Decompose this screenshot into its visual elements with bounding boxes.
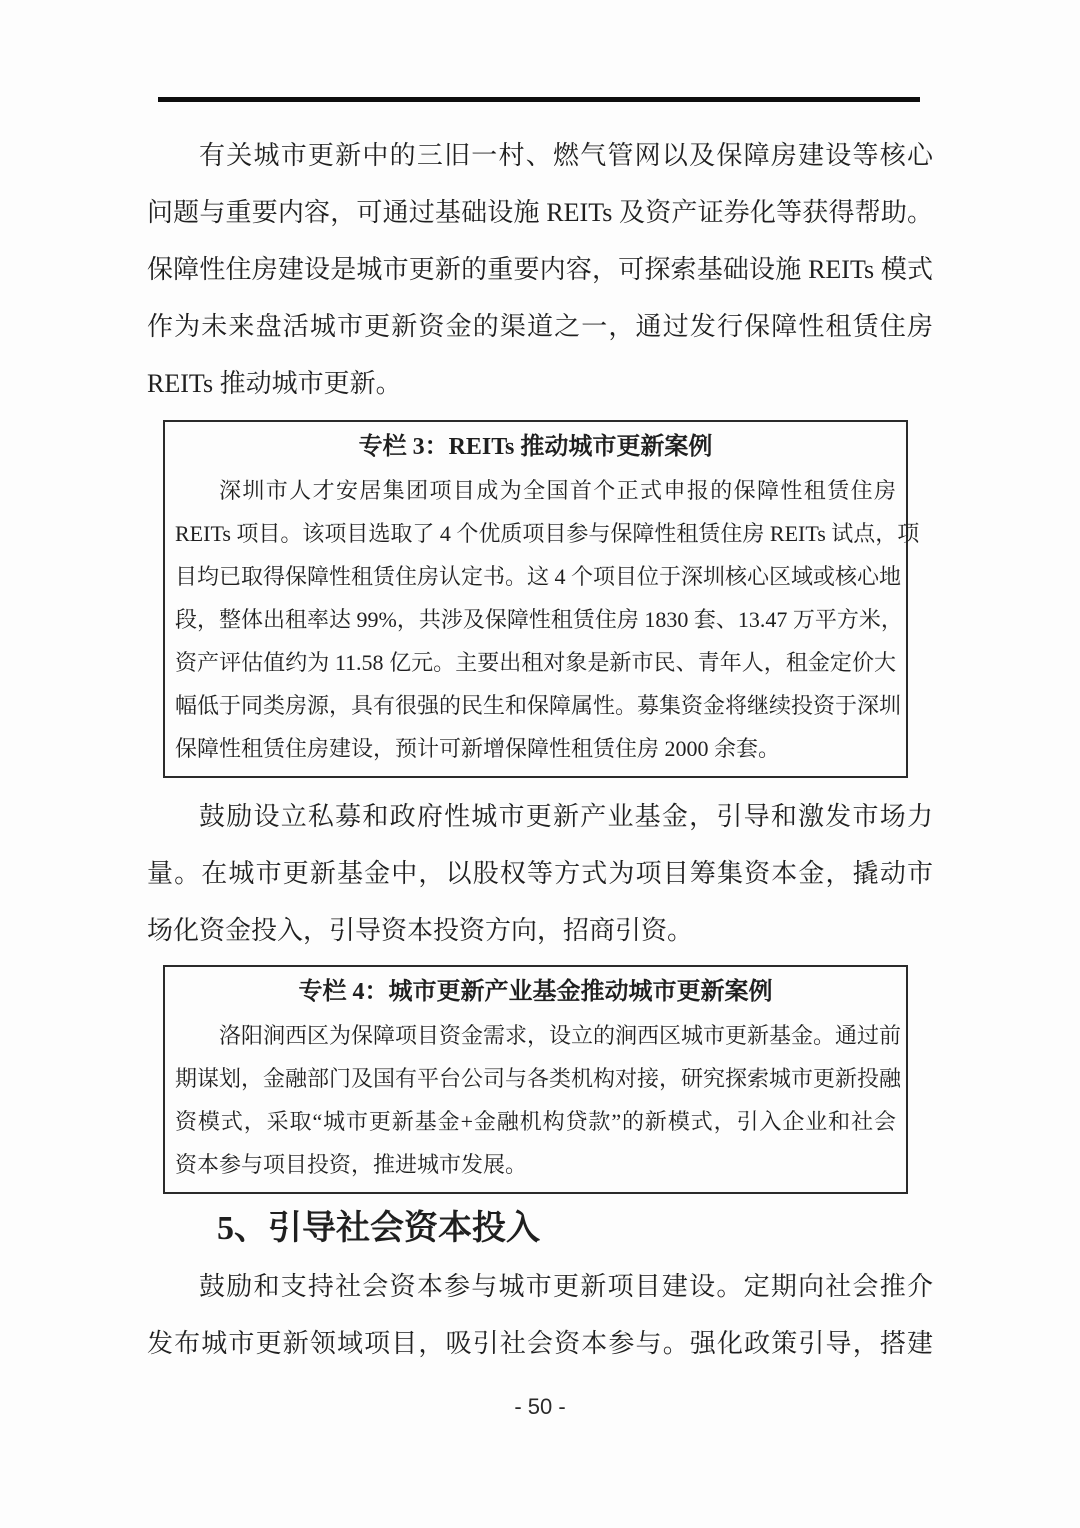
callout-box-title: 专栏 3：REITs 推动城市更新案例 bbox=[358, 434, 713, 460]
callout-line: 段，整体出租率达 99%，共涉及保障性租赁住房 1830 套、13.47 万平方米， bbox=[175, 607, 903, 632]
paragraph-line: 场化资金投入，引导资本投资方向，招商引资。 bbox=[147, 916, 694, 945]
paragraph-line: 量。在城市更新基金中，以股权等方式为项目筹集资本金，撬动市 bbox=[147, 859, 933, 888]
page-content bbox=[147, 127, 933, 1372]
paragraph-line: 保障性住房建设是城市更新的重要内容，可探索基础设施 REITs 模式 bbox=[147, 255, 933, 284]
callout-line: 深圳市人才安居集团项目成为全国首个正式申报的保障性租赁住房 bbox=[219, 478, 896, 503]
callout-line: REITs 项目。该项目选取了 4 个优质项目参与保障性租赁住房 REITs 试点，项 bbox=[175, 521, 920, 546]
section-heading-social-capital: 5、引导社会资本投入 bbox=[217, 1210, 540, 1247]
paragraph-line: 有关城市更新中的三旧一村、燃气管网以及保障房建设等核心 bbox=[199, 141, 933, 170]
callout-line: 期谋划，金融部门及国有平台公司与各类机构对接，研究探索城市更新投融 bbox=[175, 1066, 902, 1091]
paragraph-line: 鼓励和支持社会资本参与城市更新项目建设。定期向社会推介 bbox=[199, 1272, 933, 1301]
page-number: - 50 - bbox=[514, 1394, 566, 1419]
callout-box-fund-case bbox=[163, 965, 908, 1194]
callout-line: 目均已取得保障性租赁住房认定书。这 4 个项目位于深圳核心区域或核心地 bbox=[175, 564, 902, 589]
callout-box-reits-case bbox=[163, 420, 920, 778]
callout-line: 资本参与项目投资，推进城市发展。 bbox=[175, 1152, 528, 1177]
paragraph-line: 问题与重要内容，可通过基础设施 REITs 及资产证券化等获得帮助。 bbox=[147, 198, 933, 227]
callout-line: 保障性租赁住房建设，预计可新增保障性租赁住房 2000 余套。 bbox=[175, 736, 781, 761]
paragraph-line: 作为未来盘活城市更新资金的渠道之一，通过发行保障性租赁住房 bbox=[147, 312, 933, 341]
paragraph-line: 鼓励设立私募和政府性城市更新产业基金，引导和激发市场力 bbox=[199, 802, 933, 831]
paragraph-industry-fund bbox=[147, 788, 933, 959]
callout-box-title: 专栏 4：城市更新产业基金推动城市更新案例 bbox=[298, 979, 773, 1005]
callout-line: 资模式，采取“城市更新基金+金融机构贷款”的新模式，引入企业和社会 bbox=[175, 1109, 896, 1134]
callout-line: 资产评估值约为 11.58 亿元。主要出租对象是新市民、青年人，租金定价大 bbox=[175, 650, 896, 675]
callout-line: 幅低于同类房源，具有很强的民生和保障属性。募集资金将继续投资于深圳 bbox=[175, 693, 902, 718]
paragraph-line: 发布城市更新领域项目，吸引社会资本参与。强化政策引导，搭建 bbox=[147, 1329, 933, 1358]
header-rule bbox=[158, 97, 920, 102]
callout-line: 洛阳涧西区为保障项目资金需求，设立的涧西区城市更新基金。通过前 bbox=[219, 1023, 902, 1048]
paragraph-reits-intro bbox=[147, 127, 933, 412]
paragraph-line: REITs 推动城市更新。 bbox=[147, 369, 402, 398]
paragraph-social-capital bbox=[147, 1258, 933, 1372]
